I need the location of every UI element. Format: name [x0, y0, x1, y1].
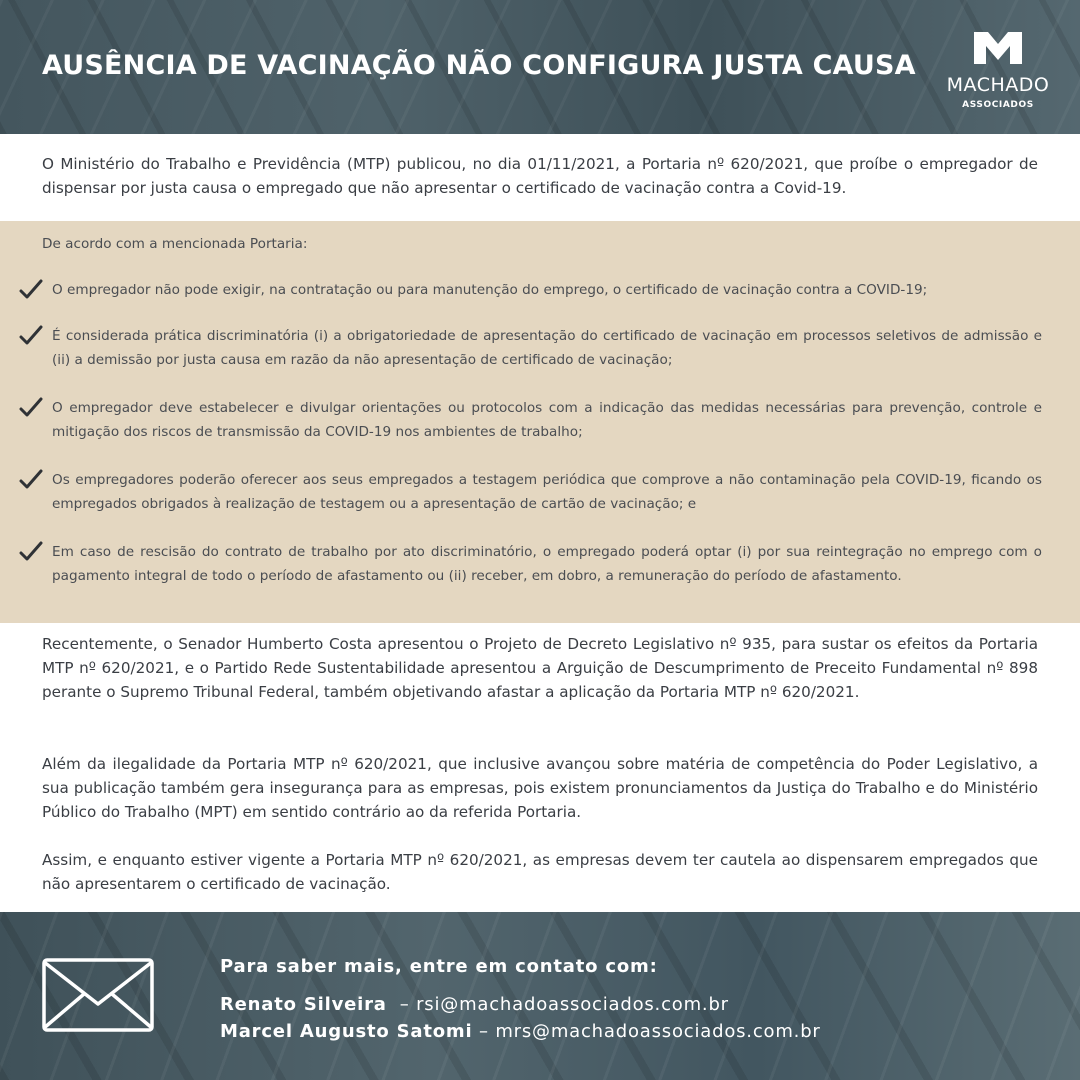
contact-name: Renato Silveira: [220, 994, 387, 1015]
portaria-item-text: O empregador deve estabelecer e divulgar orientações ou protocolos com a indicação das medidas necessárias para prevenção, controle e mitigação dos riscos de transmissão da COVID-19 nos ambientes de trabalho;: [52, 400, 1042, 440]
checkmark-icon: [19, 468, 43, 492]
contact-email[interactable]: rsi@machadoassociados.com.br: [416, 994, 729, 1015]
portaria-item: [0, 540, 1080, 600]
portaria-item-text: O empregador não pode exigir, na contratação ou para manutenção do emprego, o certificado de vacinação contra a COVID-19;: [52, 282, 928, 298]
body-paragraph: Assim, e enquanto estiver vigente a Portaria MTP nº 620/2021, as empresas devem ter cautela ao dispensarem empregados que não apresentarem o certificado de vacinação.: [42, 851, 1038, 893]
contact-line: [220, 1021, 821, 1042]
contact-separator: –: [472, 1021, 489, 1042]
company-logo: [938, 30, 1058, 120]
checkmark-icon: [19, 540, 43, 564]
page-title: AUSÊNCIA DE VACINAÇÃO NÃO CONFIGURA JUSTA CAUSA: [42, 50, 916, 81]
contact-email[interactable]: mrs@machadoassociados.com.br: [495, 1021, 821, 1042]
contact-footer: [0, 912, 1080, 1080]
portaria-item-text: Os empregadores poderão oferecer aos seus empregados a testagem periódica que comprove a não contaminação pela COVID-19, ficando os empregados obrigados à realização de testagem ou a apresentação de cartão de vacinação; e: [52, 472, 1042, 512]
contact-heading: Para saber mais, entre em contato com:: [220, 956, 658, 977]
contact-separator: –: [386, 994, 410, 1015]
portaria-item-text: Em caso de rescisão do contrato de trabalho por ato discriminatório, o empregado poderá optar (i) por sua reintegração no emprego com o pagamento integral de todo o período de afastamento ou (ii) receber, em dobro, a remuneração do período de afastamento.: [52, 544, 1042, 584]
portaria-item: [0, 396, 1080, 456]
checkmark-icon: [19, 324, 43, 348]
logo-name: MACHADO: [946, 74, 1050, 96]
m-logo-icon: [972, 30, 1024, 66]
header-banner: [0, 0, 1080, 134]
portaria-intro: De acordo com a mencionada Portaria:: [42, 236, 308, 252]
portaria-item-text: É considerada prática discriminatória (i) a obrigatoriedade de apresentação do certificado de vacinação em processos seletivos de admissão e (ii) a demissão por justa causa em razão da não apresentação de certificado de vacinação;: [52, 328, 1042, 368]
envelope-icon: [42, 958, 154, 1032]
portaria-item: [0, 324, 1080, 384]
body-paragraph: Recentemente, o Senador Humberto Costa apresentou o Projeto de Decreto Legislativo nº 935, para sustar os efeitos da Portaria MTP nº 620/2021, e o Partido Rede Sustentabilidade apresentou a Arguição de Descumprimento de Preceito Fundamental nº 898 perante o Supremo Tribunal Federal, também objetivando afastar a aplicação da Portaria MTP nº 620/2021.: [42, 635, 1038, 701]
checkmark-icon: [19, 396, 43, 420]
contact-name: Marcel Augusto Satomi: [220, 1021, 473, 1042]
contact-line: [220, 994, 729, 1015]
checkmark-icon: [19, 278, 43, 302]
body-paragraph: Além da ilegalidade da Portaria MTP nº 620/2021, que inclusive avançou sobre matéria de competência do Poder Legislativo, a sua publicação também gera insegurança para as empresas, pois existem pronunciamentos da Justiça do Trabalho e do Ministério Público do Trabalho (MPT) em sentido contrário ao da referida Portaria.: [42, 755, 1038, 821]
portaria-item: [0, 468, 1080, 528]
logo-subtitle: ASSOCIADOS: [962, 100, 1034, 110]
intro-paragraph: O Ministério do Trabalho e Previdência (MTP) publicou, no dia 01/11/2021, a Portaria nº 620/2021, que proíbe o empregador de dispensar por justa causa o empregado que não apresentar o certificado de vacinação contra a Covid-19.: [42, 155, 1038, 197]
